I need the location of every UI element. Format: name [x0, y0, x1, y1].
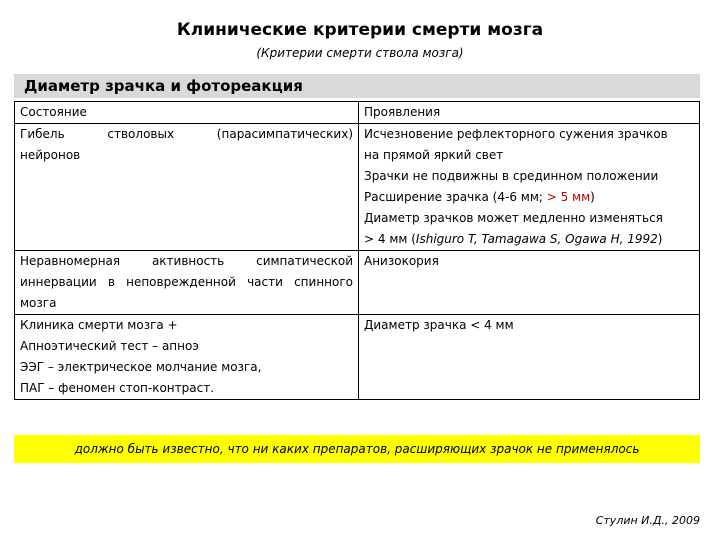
table-row [15, 124, 700, 251]
row3-state [15, 315, 359, 400]
diameter-prefix: > 4 мм ( [364, 232, 416, 246]
dilation-text: Расширение зрачка (4-6 мм; [364, 190, 547, 204]
row3-state-line2: Апноэтический тест – апноэ [20, 339, 199, 353]
row3-state-line3: ЭЭГ – электрическое молчание мозга, [20, 360, 262, 374]
row2-state [15, 251, 359, 315]
row1-m-line3: Зрачки не подвижны в срединном положении [364, 169, 659, 183]
row1-state-line2: нейронов [20, 148, 81, 162]
dilation-close: ) [590, 190, 595, 204]
row2-state-line1: Неравномерная активность симпатической [20, 254, 353, 268]
criteria-table [14, 101, 700, 400]
section-heading: Диаметр зрачка и фотореакция [14, 74, 700, 98]
citation-close: ) [657, 232, 663, 246]
header-manifestations: Проявления [359, 102, 700, 124]
warning-note: должно быть известно, что ни каких препаратов, расширяющих зрачок не применялось [14, 435, 700, 463]
header-state: Состояние [15, 102, 359, 124]
row1-m-line2: на прямой яркий свет [364, 148, 504, 162]
row1-m-line1: Исчезновение рефлекторного сужения зрачков [364, 127, 668, 141]
table-row [15, 315, 700, 400]
slide-title: Клинические критерии смерти мозга [176, 20, 544, 40]
row2-manifestations: Анизокория [359, 251, 700, 315]
dilation-highlight: > 5 мм [546, 190, 591, 204]
table-header-row [15, 102, 700, 124]
row1-m-line5: Диаметр зрачков может медленно изменяться [364, 211, 663, 225]
row1-manifestations [359, 124, 700, 251]
row1-m-line6 [364, 229, 694, 250]
row3-state-line1: Клиника смерти мозга + [20, 318, 178, 332]
row3-state-line4: ПАГ – феномен стоп-контраст. [20, 381, 215, 395]
slide-subtitle: (Критерии смерти ствола мозга) [256, 46, 464, 60]
row2-state-line2: иннервации в неповрежденной части спинного [20, 275, 353, 289]
author-credit: Стулин И.Д., 2009 [595, 514, 700, 527]
row1-state-line1: Гибель стволовых (парасимпатических) [20, 127, 353, 141]
table-row [15, 251, 700, 315]
row2-state-line3: мозга [20, 296, 57, 310]
row3-manifestations: Диаметр зрачка < 4 мм [359, 315, 700, 400]
row1-m-line4 [364, 187, 694, 208]
row1-state [15, 124, 359, 251]
citation: Ishiguro T, Tamagawa S, Ogawa H, 1992 [415, 232, 658, 246]
